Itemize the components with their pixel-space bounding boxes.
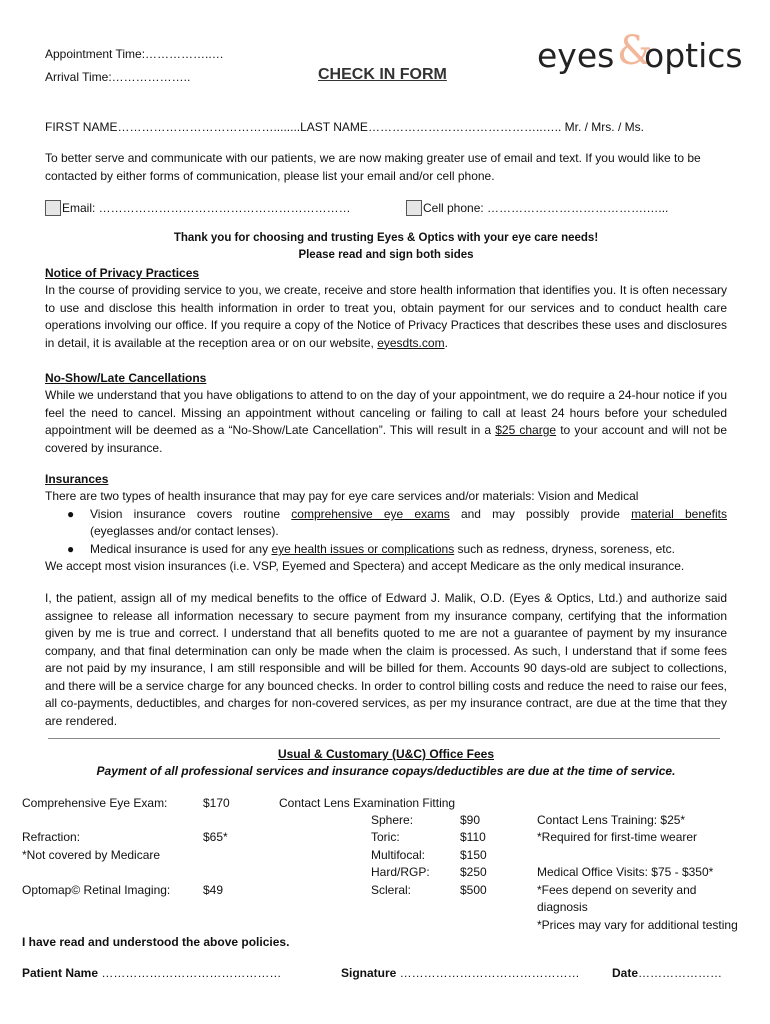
date-line (612, 966, 722, 980)
hardrgp-price: $250 (460, 865, 487, 879)
logo-ampersand: & (617, 28, 653, 74)
refraction-label: Refraction: (22, 830, 81, 844)
exam-label: Comprehensive Eye Exam: (22, 796, 168, 810)
eye-health-issues: eye health issues or complications (271, 542, 455, 556)
hardrgp-label: Hard/RGP: (371, 865, 430, 879)
fees-note-cont: diagnosis (537, 900, 588, 914)
insurances-intro: There are two types of health insurance that may pay for eye care services and/or materials: Vision and Medical (45, 489, 639, 503)
refraction-note: *Not covered by Medicare (22, 848, 161, 862)
last-name-label: LAST NAME (300, 120, 368, 134)
cell-phone-field[interactable]: Cell phone: ………………………………….…... (423, 201, 669, 215)
privacy-end: . (444, 335, 448, 350)
read-sign-line: Please read and sign both sides (298, 249, 474, 261)
intro-text: To better serve and communicate with our patients, we are now making greater use of email and text. If you would like to be contacted by either forms of communication, please list your email and/or cell phone. (45, 151, 701, 183)
signature-label: Signature (341, 966, 397, 980)
arrival-time-field: Arrival Time:……………….. (45, 70, 191, 84)
bullet-icon: ● (67, 507, 75, 521)
fees-subtitle: Payment of all professional services and insurance copays/deductibles are due at the time of service. (96, 764, 676, 778)
vision-insurance-text (90, 506, 727, 524)
sphere-label: Sphere: (371, 813, 414, 827)
noshow-charge: $25 charge (495, 423, 557, 437)
assignment-of-benefits: I, the patient, assign all of my medical benefits to the office of Edward J. Malik, O.D. (Eyes & Optics, Ltd.) and authorize said assignee to release all information necessary to secure payment from my insurance company, certifying that the information given by me is true and correct. I understand that all benefits quoted to me are not a guarantee of payment by my insurance company, and that final determination can only be made when the claim is processed. As such, I understand that if some fees are not paid by my insurance, I am still responsible and will be billed for them. Accounts 90 days-old are subject to collections, and there will be a service charge for any bounced checks. In order to control billing costs and reduce the need to raise our fees, all co-payments, deductibles, and charges for non-covered services, as per my insurance contract, are due at the time that they are rendered. (45, 591, 727, 728)
scleral-price: $500 (460, 883, 487, 897)
cl-training: Contact Lens Training: $25* (537, 813, 686, 827)
signature-field[interactable]: ……………………………………… (396, 966, 580, 980)
optomap-label: Optomap© Retinal Imaging: (22, 883, 171, 897)
email-checkbox[interactable] (45, 200, 61, 216)
optomap-price: $49 (203, 883, 224, 897)
name-line (45, 120, 644, 134)
logo-word-eyes: eyes (537, 36, 615, 75)
multifocal-label: Multifocal: (371, 848, 426, 862)
patient-name-field[interactable]: ……………………………………… (98, 966, 282, 980)
privacy-text (45, 282, 727, 352)
refraction-price: $65* (203, 830, 228, 844)
medical-text-a: Medical insurance is used for any (90, 542, 272, 556)
scleral-label: Scleral: (371, 883, 412, 897)
acknowledgement: I have read and understood the above policies. (22, 935, 290, 949)
medical-insurance-text (90, 541, 727, 559)
cl-training-note: *Required for first-time wearer (537, 830, 698, 844)
title-options[interactable]: Mr. / Mrs. / Ms. (561, 120, 644, 134)
noshow-heading: No-Show/Late Cancellations (45, 371, 207, 385)
privacy-heading: Notice of Privacy Practices (45, 266, 200, 280)
material-benefits: material benefits (631, 507, 728, 521)
noshow-body: While we understand that you have obligations to attend to on the day of your appointment, we do require a 24-hour notice if you feel the need to cancel. Missing an appointment without canceling or failing to call at least 24 hours before your scheduled appointment will be deemed as a “No-Show/Late Cancellation”. This will result in a (45, 388, 727, 437)
fees-note: *Fees depend on severity and (537, 883, 697, 897)
logo-word-optics: optics (644, 36, 743, 75)
email-field[interactable]: Email: ……………………………………………………… (62, 201, 351, 215)
first-name-label: FIRST NAME (45, 120, 118, 134)
signature-line (341, 966, 580, 980)
date-label: Date (612, 966, 639, 980)
vision-text-b: and may possibly provide (449, 507, 632, 521)
bullet-icon: ● (67, 542, 75, 556)
toric-price: $110 (460, 830, 486, 844)
privacy-body: In the course of providing service to you, we create, receive and store health information that identifies you. It is often necessary to use and disclose this health information in order to treat you, obtain payment for our services and to conduct health care operations involving our office. If you require a copy of the Notice of Privacy Practices that describes these uses and disclosures in detail, it is available at the reception area or on our website, (45, 283, 727, 350)
vision-insurance-cont: (eyeglasses and/or contact lenses). (90, 524, 279, 538)
page-title: CHECK IN FORM (318, 66, 447, 83)
last-name-field[interactable]: ……………………………………..….. (367, 120, 562, 134)
comprehensive-eye-exams: comprehensive eye exams (291, 507, 450, 521)
divider (48, 738, 720, 739)
noshow-end: to your account and will not be covered by insurance. (45, 423, 728, 455)
office-visits: Medical Office Visits: $75 - $350* (537, 865, 714, 879)
patient-name-label: Patient Name (22, 966, 99, 980)
prices-note: *Prices may vary for additional testing (537, 918, 738, 932)
multifocal-price: $150 (460, 848, 487, 862)
date-field[interactable]: ………………… (638, 966, 723, 980)
first-name-field[interactable]: …………………………………........ (117, 120, 301, 134)
sphere-price: $90 (460, 813, 481, 827)
website-link[interactable]: eyesdts.com (377, 335, 445, 350)
noshow-text (45, 387, 727, 457)
patient-name-line (22, 966, 281, 980)
vision-text-a: Vision insurance covers routine (90, 507, 292, 521)
insurances-heading: Insurances (45, 472, 109, 486)
medical-text-b: such as redness, dryness, soreness, etc. (454, 542, 675, 556)
thanks-line: Thank you for choosing and trusting Eyes & Optics with your eye care needs! (173, 232, 599, 244)
cell-phone-checkbox[interactable] (406, 200, 422, 216)
appointment-time-field: Appointment Time:……………..… (45, 47, 224, 61)
cl-fitting-label: Contact Lens Examination Fitting (279, 796, 456, 810)
toric-label: Toric: (371, 830, 400, 844)
eyes-optics-logo (537, 28, 743, 84)
exam-price: $170 (203, 796, 230, 810)
accepted-insurances: We accept most vision insurances (i.e. VSP, Eyemed and Spectera) and accept Medicare as the only medical insurance. (45, 559, 685, 573)
fees-title: Usual & Customary (U&C) Office Fees (277, 747, 495, 761)
